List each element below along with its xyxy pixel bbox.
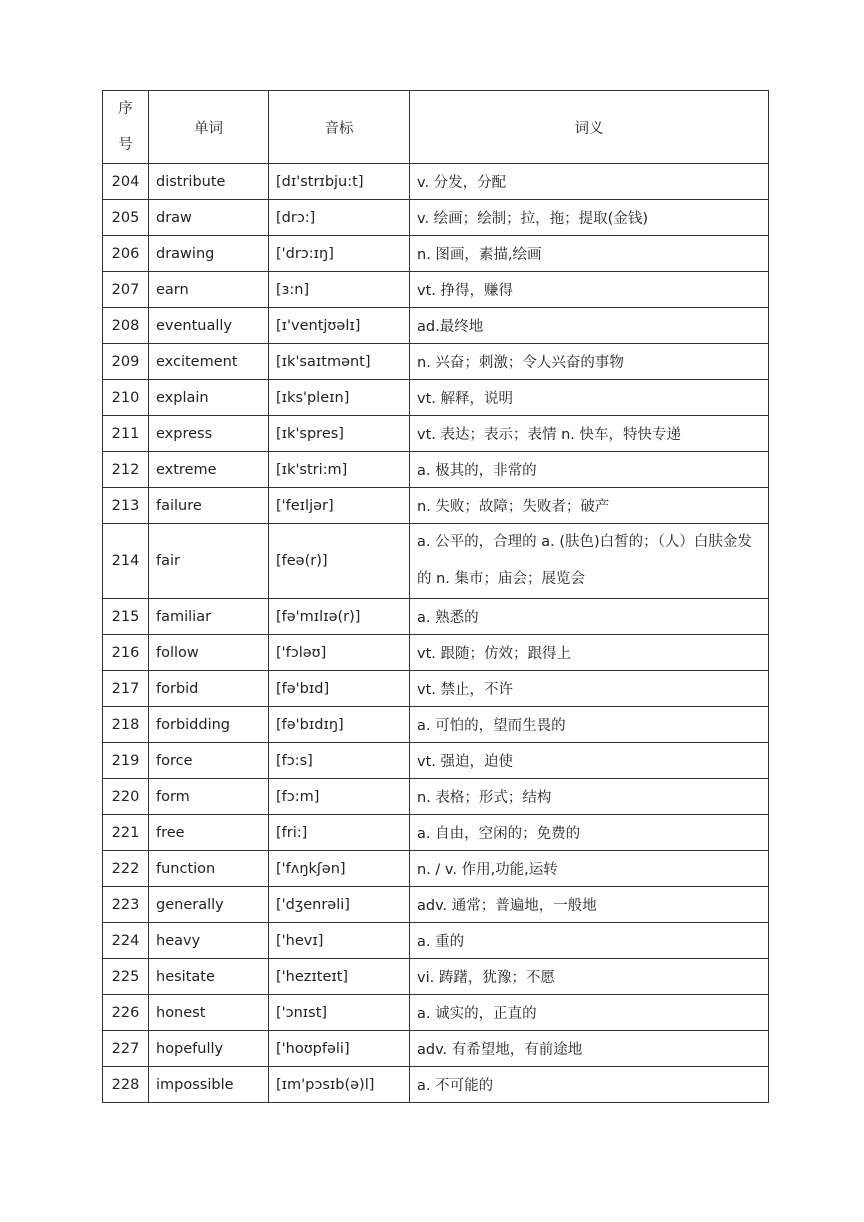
row-phonetic: ['ɔnɪst] [269,995,410,1031]
table-row [103,1067,769,1103]
row-number: 221 [103,815,149,851]
header-word: 单词 [149,91,269,164]
row-meaning: a. 公平的，合理的 a. (肤色)白皙的；（人）白肤金发的 n. 集市；庙会；展览会 [410,524,769,599]
row-number: 228 [103,1067,149,1103]
row-word: free [149,815,269,851]
row-number: 206 [103,236,149,272]
row-word: extreme [149,452,269,488]
row-number: 222 [103,851,149,887]
row-number: 217 [103,671,149,707]
table-row [103,779,769,815]
table-row [103,743,769,779]
row-meaning: v. 分发，分配 [410,164,769,200]
row-number: 218 [103,707,149,743]
row-number: 224 [103,923,149,959]
row-meaning: vt. 挣得，赚得 [410,272,769,308]
header-meaning: 词义 [410,91,769,164]
table-row [103,887,769,923]
row-phonetic: [ɪ'ventjʊəlɪ] [269,308,410,344]
row-phonetic: [drɔ:] [269,200,410,236]
header-number-line2: 号 [118,137,133,153]
table-row [103,524,769,599]
row-word: follow [149,635,269,671]
row-phonetic: [ɪk'stri:m] [269,452,410,488]
row-meaning: ad.最终地 [410,308,769,344]
row-meaning: a. 极其的，非常的 [410,452,769,488]
row-word: excitement [149,344,269,380]
row-word: impossible [149,1067,269,1103]
table-row [103,671,769,707]
table-row [103,452,769,488]
row-word: distribute [149,164,269,200]
row-number: 219 [103,743,149,779]
row-phonetic: ['drɔ:ɪŋ] [269,236,410,272]
row-phonetic: [dɪ'strɪbju:t] [269,164,410,200]
table-row [103,851,769,887]
row-phonetic: ['hoʊpfəli] [269,1031,410,1067]
row-word: familiar [149,599,269,635]
row-phonetic: [ɪk'spres] [269,416,410,452]
header-number-line1: 序 [118,101,133,117]
table-row [103,236,769,272]
row-number: 216 [103,635,149,671]
header-phonetic: 音标 [269,91,410,164]
table-header-row [103,91,769,164]
row-meaning: vt. 表达；表示；表情 n. 快车，特快专递 [410,416,769,452]
row-phonetic: [feə(r)] [269,524,410,599]
row-number: 223 [103,887,149,923]
row-word: express [149,416,269,452]
row-meaning: n. / v. 作用,功能,运转 [410,851,769,887]
row-number: 215 [103,599,149,635]
row-word: heavy [149,923,269,959]
row-meaning: n. 失败；故障；失败者；破产 [410,488,769,524]
row-meaning: vi. 踌躇，犹豫；不愿 [410,959,769,995]
row-phonetic: ['fɔləʊ] [269,635,410,671]
row-meaning: a. 重的 [410,923,769,959]
row-number: 214 [103,524,149,599]
row-number: 220 [103,779,149,815]
row-meaning: a. 诚实的，正直的 [410,995,769,1031]
table-row [103,272,769,308]
row-meaning: a. 不可能的 [410,1067,769,1103]
row-word: earn [149,272,269,308]
row-word: hesitate [149,959,269,995]
row-meaning: vt. 强迫，迫使 [410,743,769,779]
row-meaning: vt. 禁止，不许 [410,671,769,707]
row-phonetic: ['fʌŋkʃən] [269,851,410,887]
row-meaning: vt. 解释，说明 [410,380,769,416]
row-number: 204 [103,164,149,200]
row-word: function [149,851,269,887]
row-word: eventually [149,308,269,344]
row-number: 208 [103,308,149,344]
table-row [103,164,769,200]
row-word: failure [149,488,269,524]
row-word: force [149,743,269,779]
row-word: honest [149,995,269,1031]
table-row [103,599,769,635]
row-meaning: n. 兴奋；刺激；令人兴奋的事物 [410,344,769,380]
row-meaning: a. 自由，空闲的；免费的 [410,815,769,851]
row-phonetic: [fə'bɪdɪŋ] [269,707,410,743]
row-phonetic: [fɔ:s] [269,743,410,779]
table-row [103,635,769,671]
row-phonetic: ['feɪljər] [269,488,410,524]
row-number: 225 [103,959,149,995]
table-row [103,707,769,743]
row-number: 210 [103,380,149,416]
row-word: generally [149,887,269,923]
row-meaning: a. 熟悉的 [410,599,769,635]
row-meaning: adv. 有希望地，有前途地 [410,1031,769,1067]
row-number: 226 [103,995,149,1031]
table-row [103,923,769,959]
row-phonetic: [fə'mɪlɪə(r)] [269,599,410,635]
row-meaning: v. 绘画；绘制；拉，拖；提取(金钱) [410,200,769,236]
row-word: form [149,779,269,815]
row-word: forbidding [149,707,269,743]
row-phonetic: ['hezɪteɪt] [269,959,410,995]
row-number: 205 [103,200,149,236]
table-row [103,995,769,1031]
table-row [103,959,769,995]
row-word: hopefully [149,1031,269,1067]
row-phonetic: [fə'bɪd] [269,671,410,707]
table-row [103,488,769,524]
row-meaning: n. 表格；形式；结构 [410,779,769,815]
row-number: 212 [103,452,149,488]
table-row [103,380,769,416]
row-number: 207 [103,272,149,308]
table-row [103,344,769,380]
row-phonetic: ['hevɪ] [269,923,410,959]
row-number: 213 [103,488,149,524]
table-row [103,308,769,344]
row-meaning: adv. 通常；普遍地，一般地 [410,887,769,923]
row-meaning: vt. 跟随；仿效；跟得上 [410,635,769,671]
row-phonetic: [ɪk'saɪtmənt] [269,344,410,380]
row-phonetic: [fri:] [269,815,410,851]
row-phonetic: [fɔ:m] [269,779,410,815]
row-word: explain [149,380,269,416]
row-meaning: a. 可怕的，望而生畏的 [410,707,769,743]
row-phonetic: [ɜ:n] [269,272,410,308]
row-word: drawing [149,236,269,272]
row-word: fair [149,524,269,599]
row-meaning: n. 图画，素描,绘画 [410,236,769,272]
row-number: 211 [103,416,149,452]
row-word: draw [149,200,269,236]
table-row [103,200,769,236]
row-phonetic: [ɪm'pɔsɪb(ə)l] [269,1067,410,1103]
table-row [103,416,769,452]
row-phonetic: [ɪks'pleɪn] [269,380,410,416]
row-word: forbid [149,671,269,707]
row-phonetic: ['dʒenrəli] [269,887,410,923]
table-row [103,815,769,851]
row-number: 209 [103,344,149,380]
row-number: 227 [103,1031,149,1067]
table-row [103,1031,769,1067]
header-number [103,91,149,164]
vocabulary-table [102,90,769,1103]
